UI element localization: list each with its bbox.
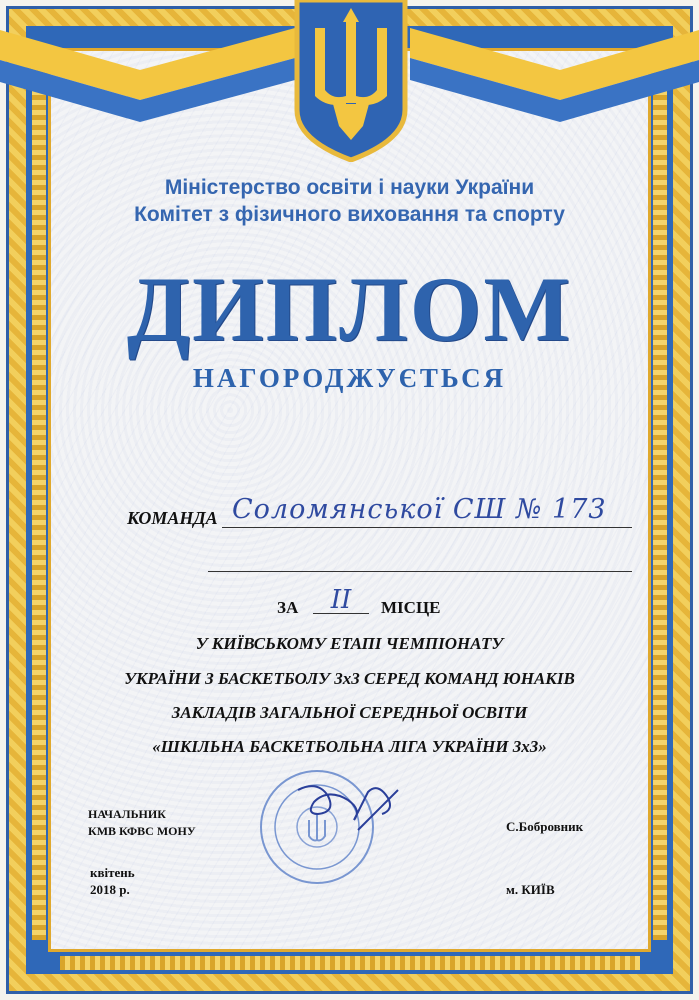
issue-date [90, 864, 135, 898]
issue-city: м. КИЇВ [506, 882, 555, 897]
team-label: КОМАНДА [127, 508, 218, 528]
grape-ornament-bottom [60, 956, 640, 970]
place-prefix: ЗА [277, 598, 299, 617]
event-line-1: У КИЇВСЬКОМУ ЕТАПІ ЧЕМПІОНАТУ [195, 634, 504, 653]
event-line-3: ЗАКЛАДІВ ЗАГАЛЬНОЇ СЕРЕДНЬОЇ ОСВІТИ [171, 703, 528, 722]
signatory-position [88, 806, 196, 840]
diploma-title: ДИПЛОМ [126, 258, 573, 360]
event-line-2: УКРАЇНИ З БАСКЕТБОЛУ 3х3 СЕРЕД КОМАНД ЮНАКІВ [124, 669, 575, 688]
place-suffix: МІСЦЕ [381, 598, 441, 617]
event-line-4: «ШКІЛЬНА БАСКЕТБОЛЬНА ЛІГА УКРАЇНИ 3х3» [152, 737, 547, 756]
signatory-position-line2: КМВ КФВС МОНУ [88, 824, 196, 838]
place-value-handwritten: II [330, 585, 352, 615]
issue-month: квітень [90, 865, 135, 880]
signatory-name: С.Бобровник [506, 819, 584, 834]
trident-coat-of-arms-icon [293, 0, 409, 162]
ministry-name: Міністерство освіти і науки України [164, 176, 535, 199]
signatory-position-line1: НАЧАЛЬНИК [88, 807, 166, 821]
awarded-subtitle: НАГОРОДЖУЄТЬСЯ [192, 363, 507, 393]
team-name-handwritten: Соломянської СШ № 173 [232, 494, 607, 525]
ribbon-decoration-left [0, 0, 330, 140]
team-underline [222, 527, 632, 528]
committee-name: Комітет з фізичного виховання та спорту [134, 203, 565, 226]
handwritten-signature-icon [258, 770, 418, 840]
ribbon-decoration-right [400, 0, 699, 140]
team-second-underline [208, 571, 632, 572]
issue-year: 2018 р. [90, 882, 130, 897]
